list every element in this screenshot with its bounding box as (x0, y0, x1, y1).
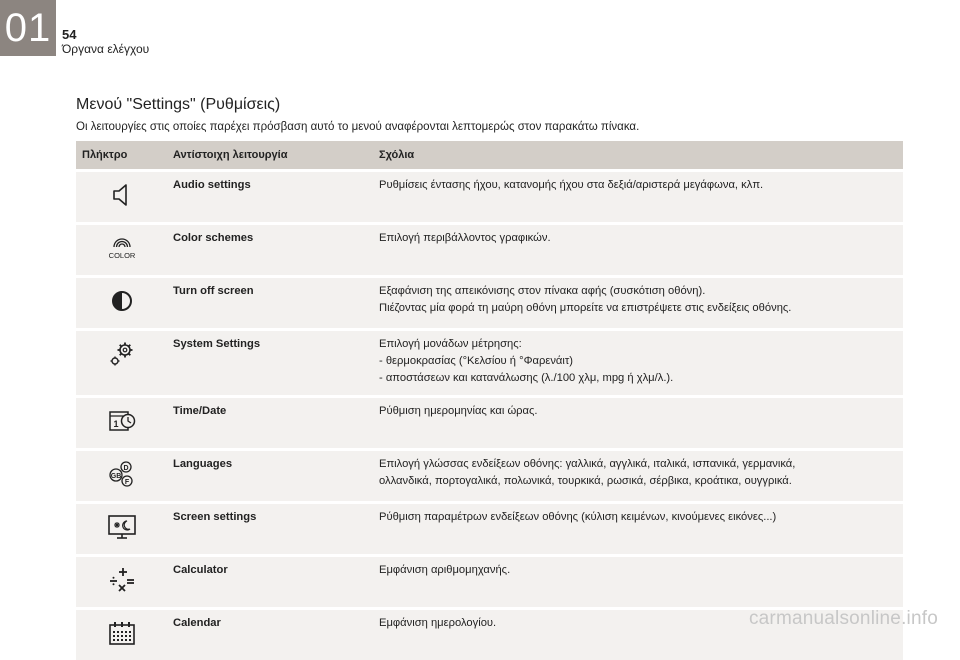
header-comments: Σχόλια (373, 141, 903, 171)
header-key: Πλήκτρο (76, 141, 167, 171)
table-row (76, 277, 903, 330)
table-header-row (76, 141, 903, 171)
section-title: Όργανα ελέγχου (62, 42, 149, 56)
speaker-icon (105, 178, 139, 212)
function-name: Audio settings (167, 171, 373, 224)
svg-text:F: F (124, 479, 129, 486)
function-name: Languages (167, 450, 373, 503)
svg-text:D: D (123, 465, 128, 472)
header-function: Αντίστοιχη λειτουργία (167, 141, 373, 171)
chapter-number: 01 (0, 0, 56, 56)
page-heading: Μενού "Settings" (Ρυθμίσεις) (76, 96, 280, 114)
function-name: Screen settings (167, 503, 373, 556)
table-row (76, 171, 903, 224)
half-circle-icon (105, 284, 139, 318)
function-comment: Ρύθμιση ημερομηνίας και ώρας. (373, 397, 903, 450)
function-comment: Επιλογή μονάδων μέτρησης: - θερμοκρασίας (°Κελσίου ή °Φαρενάιτ) - αποστάσεων και κατανάλωσης (λ./100 χλμ, mpg ή χλμ/λ.). (373, 330, 903, 397)
calendar-icon (105, 616, 139, 650)
screen-settings-icon (105, 510, 139, 544)
function-comment: Ρύθμιση παραμέτρων ενδείξεων οθόνης (κύλιση κειμένων, κινούμενες εικόνες...) (373, 503, 903, 556)
table-row (76, 397, 903, 450)
function-comment: Εξαφάνιση της απεικόνισης στον πίνακα αφής (συσκότιση οθόνη). Πιέζοντας μία φορά τη μαύρη οθόνη μπορείτε να επιστρέψετε στις ενδείξεις οθόνης. (373, 277, 903, 330)
function-comment: Εμφάνιση αριθμομηχανής. (373, 556, 903, 609)
function-name: Color schemes (167, 224, 373, 277)
function-name: System Settings (167, 330, 373, 397)
calendar-clock-icon (105, 404, 139, 438)
function-comment: Επιλογή γλώσσας ενδείξεων οθόνης: γαλλικά, αγγλικά, ιταλικά, ισπανικά, γερμανικά, ολλανδικά, πορτογαλικά, πολωνικά, τουρκικά, ρωσικά, σέρβικα, κροάτικα, ουγγρικά. (373, 450, 903, 503)
gears-icon (105, 337, 139, 371)
svg-text:COLOR: COLOR (108, 251, 135, 260)
svg-text:1: 1 (113, 419, 118, 429)
intro-text: Οι λειτουργίες στις οποίες παρέχει πρόσβαση αυτό το μενού αναφέρονται λεπτομερώς στον παρακάτω πίνακα. (76, 121, 639, 133)
table-row (76, 503, 903, 556)
function-comment: Εμφάνιση ημερολογίου. (373, 609, 903, 660)
table-row (76, 450, 903, 503)
function-name: Calendar (167, 609, 373, 660)
watermark: carmanualsonline.info (749, 608, 938, 630)
function-name: Calculator (167, 556, 373, 609)
table-row (76, 330, 903, 397)
function-comment: Επιλογή περιβάλλοντος γραφικών. (373, 224, 903, 277)
page-number: 54 (62, 27, 76, 42)
function-comment: Ρυθμίσεις έντασης ήχου, κατανομής ήχου στα δεξιά/αριστερά μεγάφωνα, κλπ. (373, 171, 903, 224)
languages-icon (105, 457, 139, 491)
function-name: Turn off screen (167, 277, 373, 330)
svg-text:GB: GB (110, 473, 121, 480)
settings-table (76, 141, 903, 660)
function-name: Time/Date (167, 397, 373, 450)
table-row (76, 224, 903, 277)
color-schemes-icon (105, 231, 139, 265)
calculator-icon (105, 563, 139, 597)
table-row (76, 556, 903, 609)
